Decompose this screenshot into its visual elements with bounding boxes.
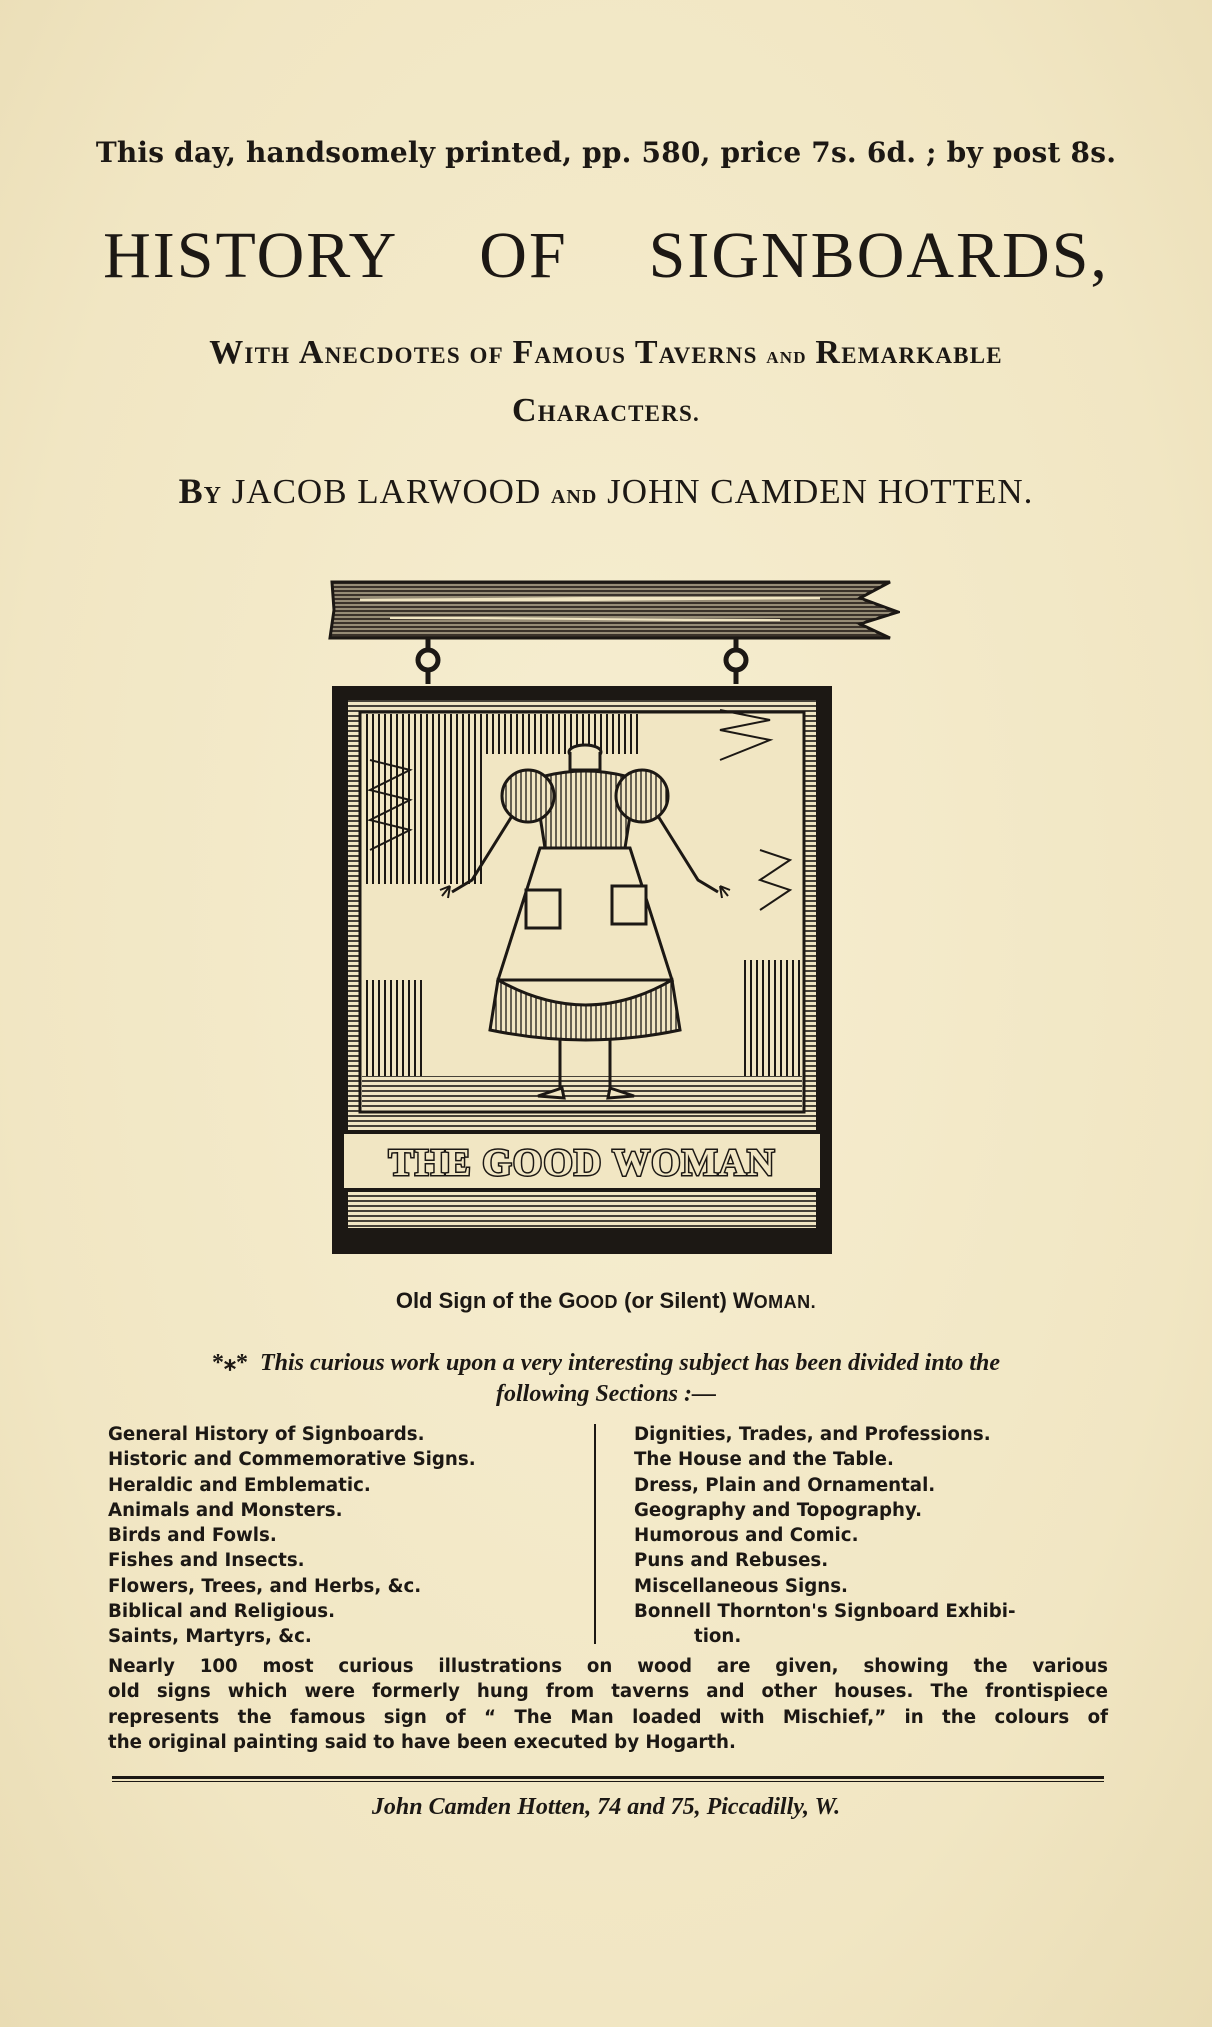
sections-intro-line-2: following Sections :— xyxy=(495,1381,717,1407)
publisher-imprint: John Camden Hotten, 74 and 75, Piccadilly, W. xyxy=(371,1794,841,1820)
sign-nameplate xyxy=(342,1132,822,1190)
title-word: OF xyxy=(479,219,568,292)
list-item: Saints, Martyrs, &c. xyxy=(108,1626,312,1648)
list-item: Geography and Topography. xyxy=(634,1499,923,1521)
paragraph-line: represents the famous sign of “ The Man loaded with Mischief,” in the colours of xyxy=(108,1706,1108,1728)
author-name: JOHN CAMDEN HOTTEN. xyxy=(607,472,1034,511)
title-word: SIGNBOARDS, xyxy=(648,219,1109,292)
subtitle-word: WITH xyxy=(209,334,291,371)
list-item: Historic and Commemorative Signs. xyxy=(108,1449,476,1471)
footer-rule xyxy=(112,1776,1104,1779)
illustration-caption: Old Sign of the GOOD (or Silent) WOMAN. xyxy=(395,1288,817,1313)
hanging-hooks xyxy=(418,638,746,684)
list-item: Biblical and Religious. xyxy=(108,1601,336,1623)
list-item: Dress, Plain and Ornamental. xyxy=(634,1474,936,1496)
footer-rule-thin xyxy=(112,1781,1104,1782)
subtitle-word: OF xyxy=(469,343,504,368)
paragraph-line: old signs which were formerly hung from taverns and other houses. The frontispiece xyxy=(108,1681,1108,1703)
signboard-woodcut-illustration xyxy=(300,580,900,1260)
subtitle-word: ANECDOTES xyxy=(298,334,461,371)
book-title xyxy=(0,218,1212,294)
list-item: Dignities, Trades, and Professions. xyxy=(634,1424,991,1445)
author-byline: BY JACOB LARWOOD AND JOHN CAMDEN HOTTEN. xyxy=(178,471,1034,511)
title-word: HISTORY xyxy=(103,219,399,292)
sign-nameplate-text: THE GOOD WOMAN xyxy=(388,1142,776,1184)
paragraph-line: Nearly 100 most curious illustrations on wood are given, showing the various xyxy=(108,1656,1108,1677)
subtitle-line-1 xyxy=(0,334,1212,372)
sections-intro-line-1: *⁎* This curious work upon a very interesting subject has been divided into the xyxy=(211,1350,1001,1376)
list-item: Humorous and Comic. xyxy=(634,1525,859,1547)
subtitle-word: AND xyxy=(766,348,807,367)
author-name: JACOB LARWOOD xyxy=(231,472,542,511)
list-item: Heraldic and Emblematic. xyxy=(108,1474,371,1496)
column-divider xyxy=(594,1424,596,1644)
wooden-beam xyxy=(330,582,898,638)
subtitle-word: TAVERNS xyxy=(634,334,758,371)
list-item: Flowers, Trees, and Herbs, &c. xyxy=(108,1575,422,1597)
list-item: Birds and Fowls. xyxy=(108,1525,277,1547)
sections-list-left xyxy=(108,1422,476,1650)
subtitle-line-2: CHARACTERS. xyxy=(512,392,700,429)
subtitle-word: REMARKABLE xyxy=(815,334,1003,371)
list-item: Miscellaneous Signs. xyxy=(634,1575,848,1597)
list-item: Bonnell Thornton's Signboard Exhibi- xyxy=(634,1601,1016,1623)
paragraph-line: the original painting said to have been executed by Hogarth. xyxy=(108,1731,736,1753)
list-item: Animals and Monsters. xyxy=(108,1499,343,1521)
list-item: Fishes and Insects. xyxy=(108,1550,305,1572)
subtitle-word: FAMOUS xyxy=(512,334,627,371)
list-item: tion. xyxy=(694,1626,742,1648)
list-item: General History of Signboards. xyxy=(108,1424,425,1445)
list-item: The House and the Table. xyxy=(634,1449,894,1471)
advertisement-line: This day, handsomely printed, pp. 580, price 7s. 6d. ; by post 8s. xyxy=(95,136,1117,169)
closing-paragraph xyxy=(108,1654,1108,1755)
sections-list-right xyxy=(634,1422,1016,1650)
list-item: Puns and Rebuses. xyxy=(634,1550,829,1572)
